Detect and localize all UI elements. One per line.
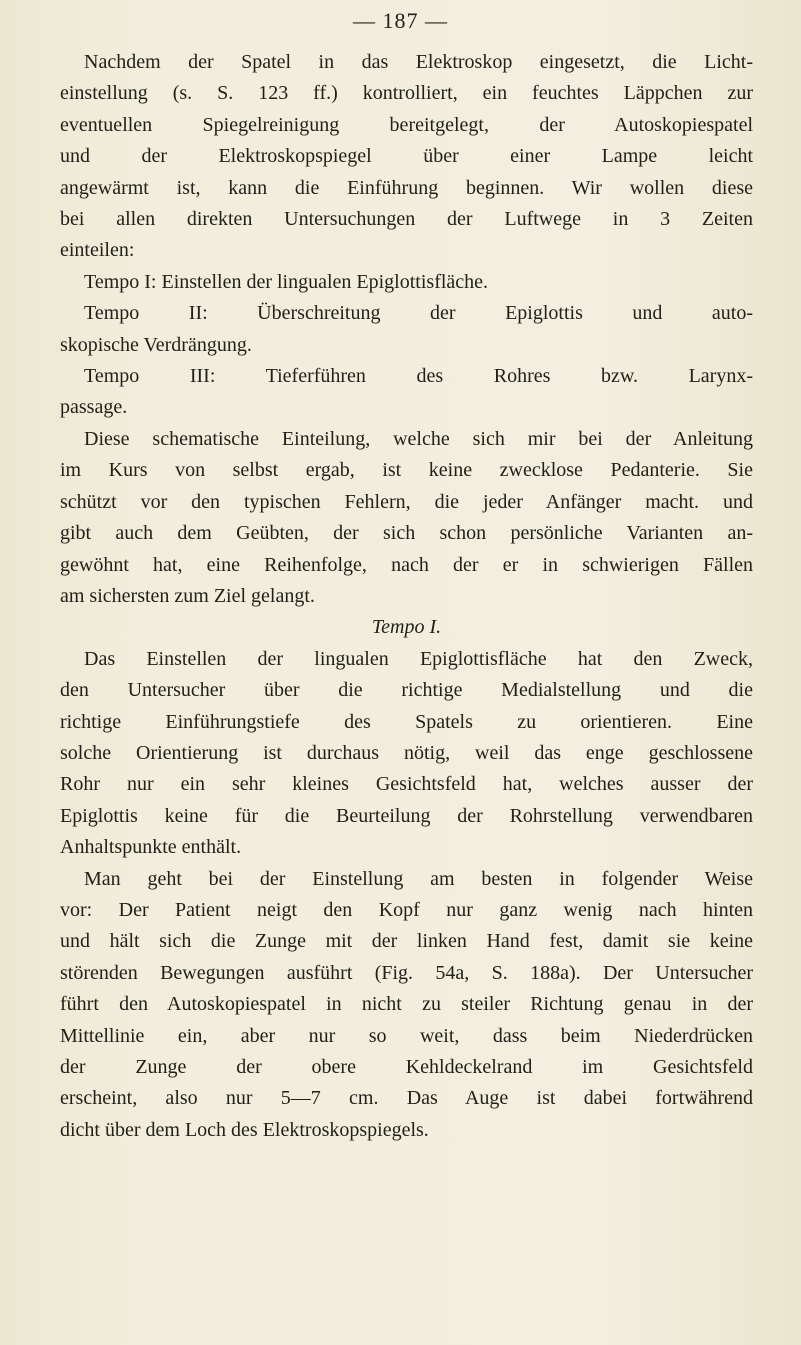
text-line: Das Einstellen der lingualen Epiglottisfläche hat den Zweck, — [84, 647, 753, 670]
text-line: gewöhnt hat, eine Reihenfolge, nach der er in schwierigen Fällen — [60, 553, 753, 576]
tempo-item: Tempo II: Überschreitung der Epiglottis und auto- — [84, 302, 753, 325]
tempo-item: Tempo III: Tieferführen des Rohres bzw. Larynx- — [84, 365, 753, 388]
text-line: Epiglottis keine für die Beurteilung der Rohrstellung verwendbaren — [60, 804, 753, 827]
text-line: Anhaltspunkte enthält. — [60, 836, 242, 859]
text-line: richtige Einführungstiefe des Spatels zu orientieren. Eine — [60, 710, 753, 733]
text-line: skopische Verdrängung. — [60, 333, 252, 356]
text-line: erscheint, also nur 5—7 cm. Das Auge ist dabei fortwährend — [60, 1087, 753, 1110]
text-line: störenden Bewegungen ausführt (Fig. 54a, S. 188a). Der Untersucher — [60, 961, 753, 984]
text-line: vor: Der Patient neigt den Kopf nur ganz wenig nach hinten — [60, 898, 753, 921]
text-line: und der Elektroskopspiegel über einer Lampe leicht — [60, 145, 753, 168]
text-line: gibt auch dem Geübten, der sich schon persönliche Varianten an- — [60, 522, 753, 545]
text-line: einteilen: — [60, 239, 135, 262]
text-line: solche Orientierung ist durchaus nötig, weil das enge geschlossene — [60, 741, 753, 764]
text-line: am sichersten zum Ziel gelangt. — [60, 584, 315, 607]
text-line: bei allen direkten Untersuchungen der Luftwege in 3 Zeiten — [60, 208, 753, 231]
text-line: passage. — [60, 396, 128, 419]
tempo-item: Tempo I: Einstellen der lingualen Epiglottisfläche. — [84, 270, 489, 293]
text-line: dicht über dem Loch des Elektroskopspiegels. — [60, 1118, 429, 1141]
section-heading: Tempo I. — [371, 616, 442, 639]
text-line: Mittellinie ein, aber nur so weit, dass beim Niederdrücken — [60, 1024, 753, 1047]
page-text — [60, 47, 753, 1146]
text-line: Rohr nur ein sehr kleines Gesichtsfeld hat, welches ausser der — [60, 773, 753, 796]
text-line: den Untersucher über die richtige Medialstellung und die — [60, 679, 753, 702]
text-line: schützt vor den typischen Fehlern, die jeder Anfänger macht. und — [60, 490, 753, 513]
text-line: einstellung (s. S. 123 ff.) kontrolliert, ein feuchtes Läppchen zur — [60, 82, 753, 105]
text-line: der Zunge der obere Kehldeckelrand im Gesichtsfeld — [60, 1056, 753, 1078]
text-line: im Kurs von selbst ergab, ist keine zwecklose Pedanterie. Sie — [60, 459, 753, 482]
page-number: — 187 — — [353, 8, 448, 33]
text-line: Nachdem der Spatel in das Elektroskop eingesetzt, die Licht- — [84, 51, 753, 73]
text-line: Diese schematische Einteilung, welche sich mir bei der Anleitung — [84, 427, 753, 450]
text-line: eventuellen Spiegelreinigung bereitgelegt, der Autoskopiespatel — [60, 113, 753, 136]
text-line: führt den Autoskopiespatel in nicht zu steiler Richtung genau in der — [60, 993, 753, 1016]
text-line: Man geht bei der Einstellung am besten in folgender Weise — [84, 867, 753, 890]
text-line: und hält sich die Zunge mit der linken Hand fest, damit sie keine — [60, 930, 753, 953]
text-line: angewärmt ist, kann die Einführung beginnen. Wir wollen diese — [60, 176, 753, 199]
